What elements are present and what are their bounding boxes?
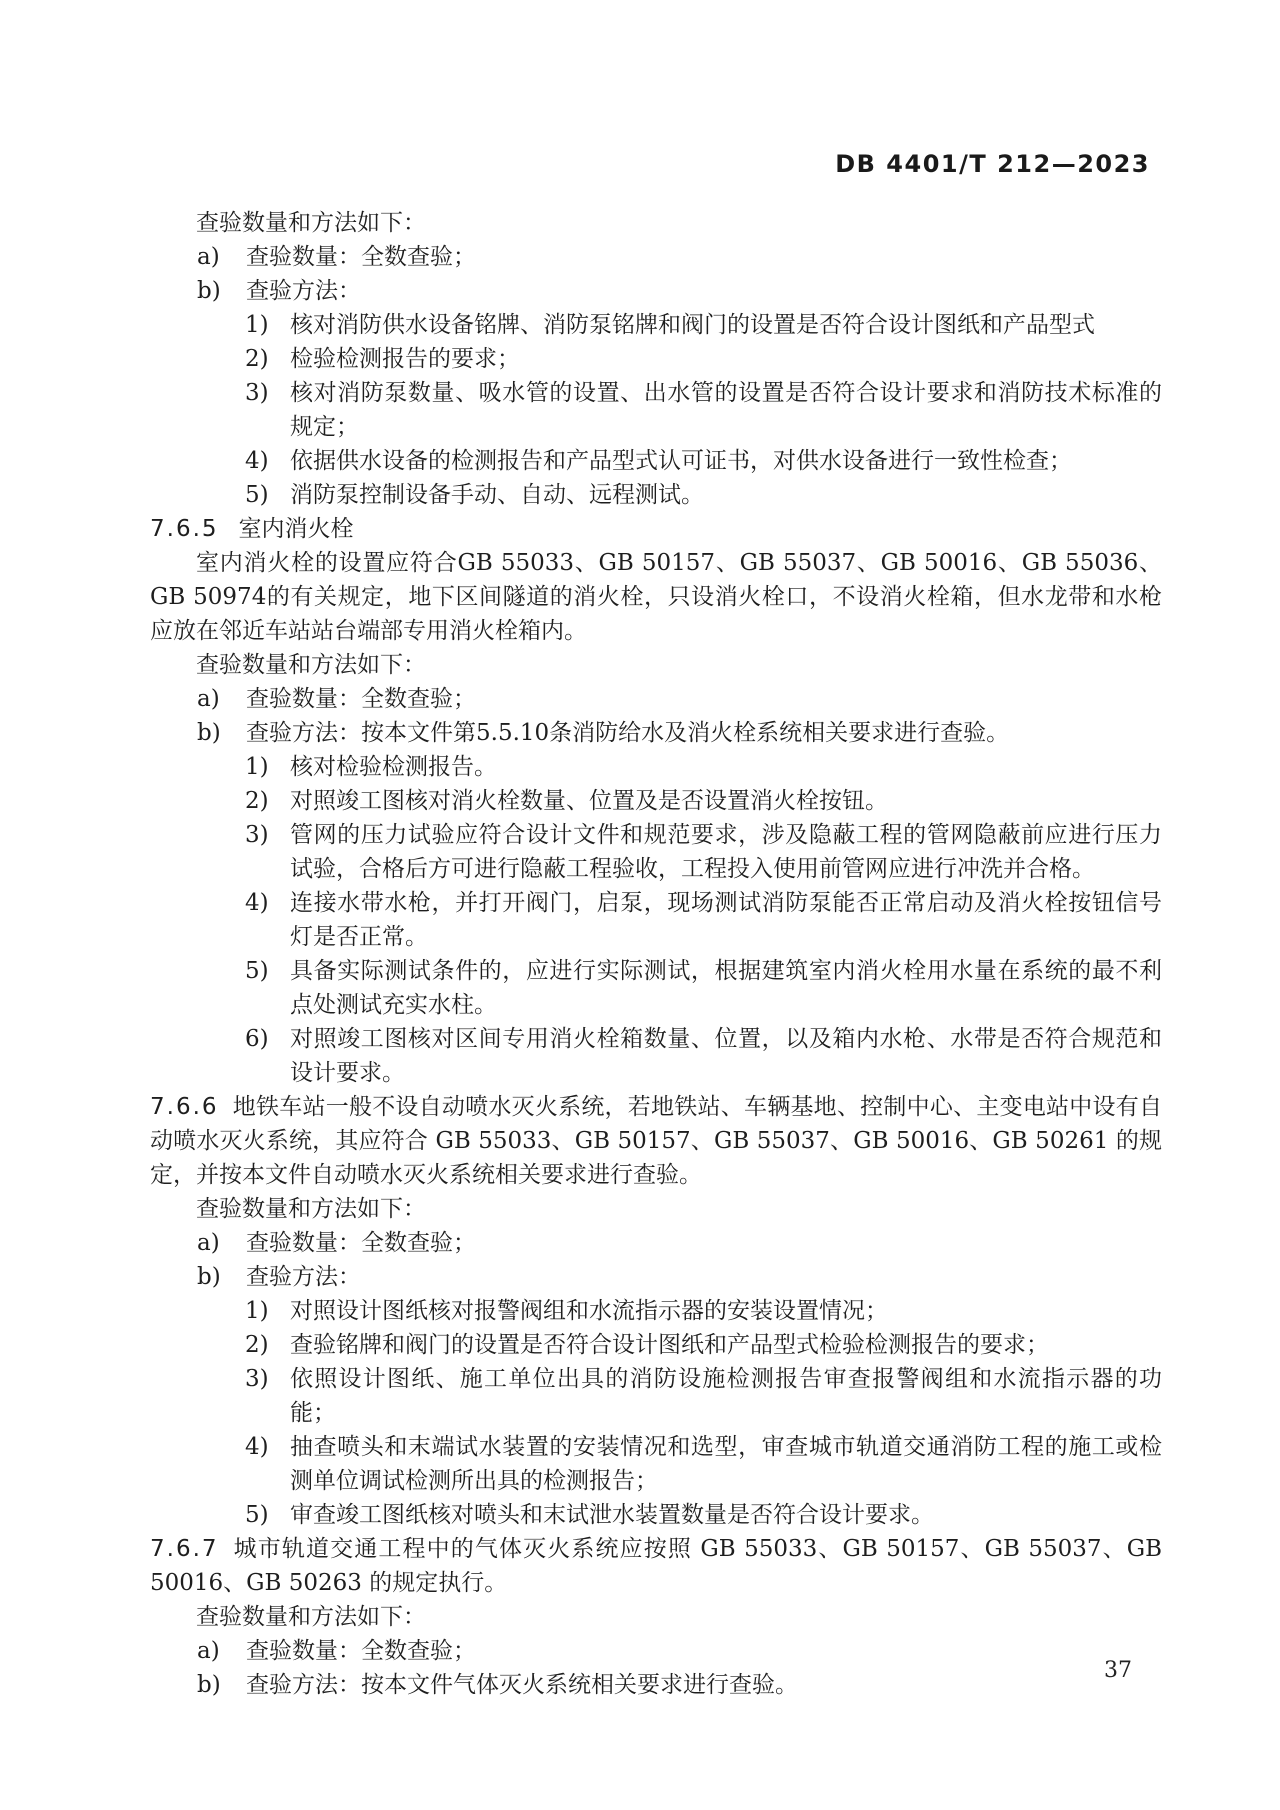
- list-marker: 2): [245, 346, 269, 372]
- list-item-letter: [150, 274, 1162, 308]
- list-item-text: 抽查喷头和末端试水装置的安装情况和选型，审查城市轨道交通消防工程的施工或检测单位调试检测所出具的检测报告；: [290, 1434, 1162, 1494]
- list-marker: b): [197, 1672, 221, 1698]
- list-item-number: [150, 886, 1162, 954]
- clause-text: 城市轨道交通工程中的气体灭火系统应按照 GB 55033、GB 50157、GB 55037、GB 50016、GB 50263 的规定执行。: [150, 1536, 1162, 1596]
- list-marker: 2): [245, 788, 269, 814]
- list-marker: b): [197, 1264, 221, 1290]
- list-marker: 3): [245, 1366, 269, 1392]
- list-item-number: [150, 1294, 1162, 1328]
- list-item-text: 检验检测报告的要求；: [290, 346, 520, 372]
- list-item-letter: [150, 1668, 1162, 1702]
- list-item-text: 审查竣工图纸核对喷头和末试泄水装置数量是否符合设计要求。: [290, 1502, 934, 1528]
- list-marker: b): [197, 720, 221, 746]
- list-item-text: 查验方法：: [246, 1264, 361, 1290]
- list-item-number: [150, 478, 1162, 512]
- check-intro-paragraph: 查验数量和方法如下：: [196, 210, 426, 236]
- list-item-text: 查验数量：全数查验；: [246, 1230, 476, 1256]
- list-marker: 4): [245, 890, 269, 916]
- list-item-text: 核对检验检测报告。: [290, 754, 497, 780]
- list-marker: a): [197, 244, 220, 270]
- list-item-text: 对照设计图纸核对报警阀组和水流指示器的安装设置情况；: [290, 1298, 888, 1324]
- list-item-text: 查验数量：全数查验；: [246, 686, 476, 712]
- list-item-text: 查验方法：按本文件第5.5.10条消防给水及消火栓系统相关要求进行查验。: [246, 720, 1010, 746]
- list-marker: 1): [245, 1298, 269, 1324]
- list-item-number: [150, 444, 1162, 478]
- list-item-text: 对照竣工图核对区间专用消火栓箱数量、位置，以及箱内水枪、水带是否符合规范和设计要求。: [290, 1026, 1162, 1086]
- list-item-text: 查验方法：按本文件气体灭火系统相关要求进行查验。: [246, 1672, 798, 1698]
- list-item-letter: [150, 682, 1162, 716]
- list-item-number: [150, 1328, 1162, 1362]
- list-item-text: 查验数量：全数查验；: [246, 1638, 476, 1664]
- list-marker: 5): [245, 958, 269, 984]
- page-number: 37: [1104, 1658, 1132, 1683]
- list-item-letter: [150, 1634, 1162, 1668]
- list-item-number: [150, 1430, 1162, 1498]
- clause-paragraph: [150, 1532, 1162, 1600]
- list-marker: 5): [245, 482, 269, 508]
- section-heading: [150, 512, 1162, 546]
- list-marker: 6): [245, 1026, 269, 1052]
- clause-number: 7.6.7: [150, 1536, 219, 1562]
- list-marker: b): [197, 278, 221, 304]
- list-item-number: [150, 750, 1162, 784]
- list-marker: 3): [245, 380, 269, 406]
- check-intro-paragraph: 查验数量和方法如下：: [196, 1196, 426, 1222]
- list-item-text: 查验方法：: [246, 278, 361, 304]
- clause-paragraph: [150, 1090, 1162, 1192]
- clause-number: 7.6.5: [150, 516, 219, 542]
- list-item-text: 查验数量：全数查验；: [246, 244, 476, 270]
- list-marker: 2): [245, 1332, 269, 1358]
- list-item-number: [150, 818, 1162, 886]
- list-item-number: [150, 342, 1162, 376]
- document-body: [150, 206, 1162, 1702]
- list-item-number: [150, 1498, 1162, 1532]
- list-item-letter: [150, 716, 1162, 750]
- list-item-number: [150, 376, 1162, 444]
- list-item-text: 依据供水设备的检测报告和产品型式认可证书，对供水设备进行一致性检查；: [290, 448, 1072, 474]
- list-item-text: 对照竣工图核对消火栓数量、位置及是否设置消火栓按钮。: [290, 788, 888, 814]
- section-title: 室内消火栓: [238, 516, 354, 542]
- check-intro-paragraph: 查验数量和方法如下：: [196, 652, 426, 678]
- list-item-text: 依照设计图纸、施工单位出具的消防设施检测报告审查报警阀组和水流指示器的功能；: [290, 1366, 1162, 1426]
- clause-number: 7.6.6: [150, 1094, 219, 1120]
- list-item-text: 连接水带水枪，并打开阀门，启泵，现场测试消防泵能否正常启动及消火栓按钮信号灯是否正常。: [290, 890, 1162, 950]
- list-item-text: 核对消防泵数量、吸水管的设置、出水管的设置是否符合设计要求和消防技术标准的规定；: [290, 380, 1162, 440]
- list-marker: a): [197, 1230, 220, 1256]
- list-item-text: 消防泵控制设备手动、自动、远程测试。: [290, 482, 704, 508]
- list-item-text: 具备实际测试条件的，应进行实际测试，根据建筑室内消火栓用水量在系统的最不利点处测试充实水柱。: [290, 958, 1162, 1018]
- list-marker: 4): [245, 1434, 269, 1460]
- list-marker: 1): [245, 754, 269, 780]
- list-marker: 5): [245, 1502, 269, 1528]
- list-item-number: [150, 1022, 1162, 1090]
- list-item-text: 管网的压力试验应符合设计文件和规范要求，涉及隐蔽工程的管网隐蔽前应进行压力试验，合格后方可进行隐蔽工程验收，工程投入使用前管网应进行冲洗并合格。: [290, 822, 1162, 882]
- standard-code-header: DB 4401/T 212—2023: [835, 150, 1150, 178]
- list-item-number: [150, 1362, 1162, 1430]
- list-marker: a): [197, 1638, 220, 1664]
- check-intro-paragraph: 查验数量和方法如下：: [196, 1604, 426, 1630]
- list-item-letter: [150, 1260, 1162, 1294]
- list-item-number: [150, 784, 1162, 818]
- list-marker: 1): [245, 312, 269, 338]
- list-item-number: [150, 308, 1162, 342]
- list-item-number: [150, 954, 1162, 1022]
- list-item-letter: [150, 1226, 1162, 1260]
- list-marker: 3): [245, 822, 269, 848]
- body-paragraph: 室内消火栓的设置应符合GB 55033、GB 50157、GB 55037、GB 50016、GB 55036、GB 50974的有关规定，地下区间隧道的消火栓，只设消火栓口，不设消火栓箱，但水龙带和水枪应放在邻近车站站台端部专用消火栓箱内。: [150, 550, 1162, 644]
- list-item-letter: [150, 240, 1162, 274]
- list-marker: 4): [245, 448, 269, 474]
- list-item-text: 查验铭牌和阀门的设置是否符合设计图纸和产品型式检验检测报告的要求；: [290, 1332, 1049, 1358]
- list-marker: a): [197, 686, 220, 712]
- clause-text: 地铁车站一般不设自动喷水灭火系统，若地铁站、车辆基地、控制中心、主变电站中设有自动喷水灭火系统，其应符合 GB 55033、GB 50157、GB 55037、GB 50016、GB 50261 的规定，并按本文件自动喷水灭火系统相关要求进行查验。: [150, 1094, 1162, 1188]
- list-item-text: 核对消防供水设备铭牌、消防泵铭牌和阀门的设置是否符合设计图纸和产品型式: [290, 312, 1095, 338]
